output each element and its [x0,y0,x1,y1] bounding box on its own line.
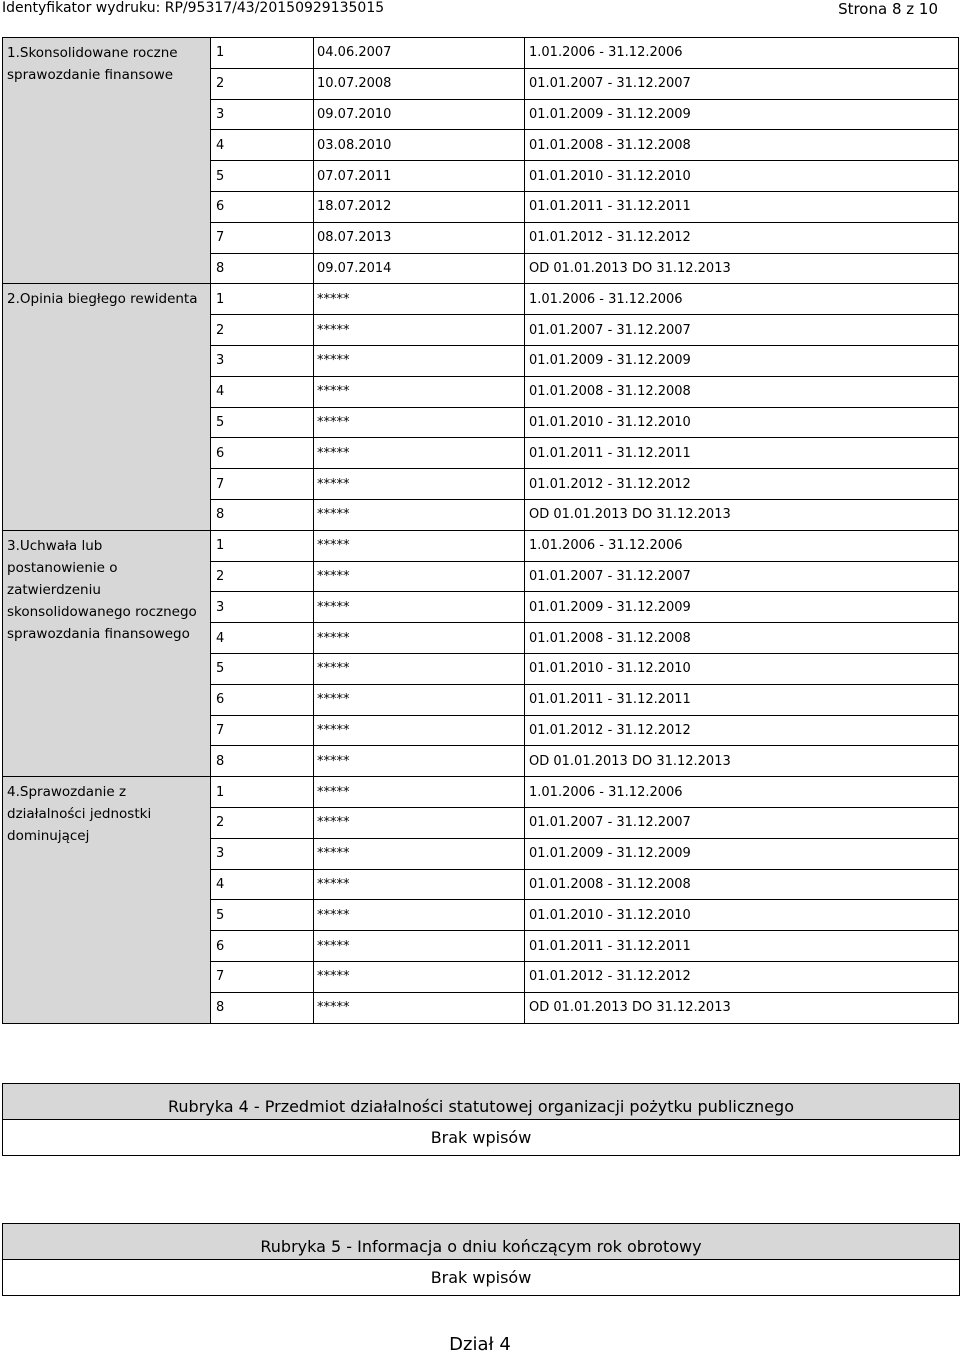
reporting-period: 01.01.2009 - 31.12.2009 [525,345,959,376]
row-number: 7 [211,715,314,746]
row-number: 2 [211,561,314,592]
rubryka-5-section [2,1223,960,1296]
submission-date: ***** [314,653,525,684]
documents-table [2,37,959,1024]
reporting-period: 01.01.2012 - 31.12.2012 [525,469,959,500]
table-row [3,530,959,561]
submission-date: ***** [314,992,525,1023]
submission-date: 08.07.2013 [314,222,525,253]
submission-date: 18.07.2012 [314,191,525,222]
row-number: 8 [211,253,314,284]
reporting-period: 01.01.2007 - 31.12.2007 [525,315,959,346]
submission-date: 09.07.2010 [314,99,525,130]
submission-date: ***** [314,592,525,623]
row-number: 8 [211,746,314,777]
row-number: 1 [211,38,314,69]
row-number: 6 [211,931,314,962]
submission-date: ***** [314,345,525,376]
submission-date: ***** [314,438,525,469]
row-number: 7 [211,469,314,500]
reporting-period: 01.01.2009 - 31.12.2009 [525,99,959,130]
document-type-label: 3.Uchwała lub postanowienie o zatwierdzeniu skonsolidowanego rocznego sprawozdania finansowego [3,530,211,776]
submission-date: 10.07.2008 [314,68,525,99]
row-number: 1 [211,777,314,808]
row-number: 4 [211,869,314,900]
reporting-period: 01.01.2010 - 31.12.2010 [525,653,959,684]
row-number: 5 [211,900,314,931]
submission-date: 07.07.2011 [314,161,525,192]
reporting-period: 01.01.2009 - 31.12.2009 [525,838,959,869]
reporting-period: 1.01.2006 - 31.12.2006 [525,284,959,315]
row-number: 4 [211,130,314,161]
row-number: 6 [211,684,314,715]
row-number: 1 [211,530,314,561]
row-number: 2 [211,68,314,99]
rubryka-4-title: Rubryka 4 - Przedmiot działalności statutowej organizacji pożytku publicznego [3,1084,959,1120]
reporting-period: 01.01.2007 - 31.12.2007 [525,807,959,838]
document-type-label: 4.Sprawozdanie z działalności jednostki dominującej [3,777,211,1023]
row-number: 2 [211,807,314,838]
print-identifier: Identyfikator wydruku: RP/95317/43/20150929135015 [2,0,385,16]
reporting-period: 01.01.2011 - 31.12.2011 [525,438,959,469]
rubryka-4-value: Brak wpisów [430,1128,532,1147]
submission-date: ***** [314,623,525,654]
reporting-period: 01.01.2009 - 31.12.2009 [525,592,959,623]
reporting-period: 01.01.2011 - 31.12.2011 [525,191,959,222]
row-number: 3 [211,99,314,130]
table-row [3,777,959,808]
submission-date: ***** [314,469,525,500]
rubryka-5-value: Brak wpisów [430,1268,532,1287]
submission-date: ***** [314,900,525,931]
reporting-period: 1.01.2006 - 31.12.2006 [525,38,959,69]
row-number: 7 [211,222,314,253]
submission-date: ***** [314,684,525,715]
submission-date: ***** [314,746,525,777]
reporting-period: 01.01.2012 - 31.12.2012 [525,961,959,992]
reporting-period: 01.01.2008 - 31.12.2008 [525,376,959,407]
submission-date: ***** [314,499,525,530]
row-number: 2 [211,315,314,346]
row-number: 3 [211,345,314,376]
reporting-period: 01.01.2008 - 31.12.2008 [525,130,959,161]
row-number: 6 [211,438,314,469]
section-footer: Dział 4 [449,1334,511,1355]
reporting-period: OD 01.01.2013 DO 31.12.2013 [525,992,959,1023]
submission-date: 09.07.2014 [314,253,525,284]
table-row [3,284,959,315]
submission-date: ***** [314,530,525,561]
submission-date: 03.08.2010 [314,130,525,161]
submission-date: ***** [314,961,525,992]
reporting-period: 01.01.2010 - 31.12.2010 [525,900,959,931]
table-row [3,38,959,69]
row-number: 5 [211,653,314,684]
reporting-period: 01.01.2012 - 31.12.2012 [525,715,959,746]
reporting-period: OD 01.01.2013 DO 31.12.2013 [525,253,959,284]
row-number: 4 [211,376,314,407]
reporting-period: 01.01.2007 - 31.12.2007 [525,68,959,99]
documents-table-body [3,38,959,1024]
reporting-period: 1.01.2006 - 31.12.2006 [525,530,959,561]
reporting-period: 01.01.2008 - 31.12.2008 [525,623,959,654]
reporting-period: 01.01.2011 - 31.12.2011 [525,684,959,715]
reporting-period: OD 01.01.2013 DO 31.12.2013 [525,499,959,530]
reporting-period: 01.01.2012 - 31.12.2012 [525,222,959,253]
document-type-label: 2.Opinia biegłego rewidenta [3,284,211,530]
submission-date: ***** [314,561,525,592]
reporting-period: 1.01.2006 - 31.12.2006 [525,777,959,808]
reporting-period: 01.01.2007 - 31.12.2007 [525,561,959,592]
reporting-period: 01.01.2010 - 31.12.2010 [525,161,959,192]
row-number: 1 [211,284,314,315]
submission-date: ***** [314,715,525,746]
submission-date: ***** [314,838,525,869]
submission-date: ***** [314,376,525,407]
rubryka-5-title: Rubryka 5 - Informacja o dniu kończącym rok obrotowy [3,1224,959,1260]
reporting-period: OD 01.01.2013 DO 31.12.2013 [525,746,959,777]
document-type-label: 1.Skonsolidowane roczne sprawozdanie finansowe [3,38,211,284]
submission-date: ***** [314,284,525,315]
row-number: 4 [211,623,314,654]
reporting-period: 01.01.2010 - 31.12.2010 [525,407,959,438]
row-number: 7 [211,961,314,992]
row-number: 3 [211,838,314,869]
submission-date: ***** [314,407,525,438]
submission-date: ***** [314,777,525,808]
submission-date: ***** [314,315,525,346]
reporting-period: 01.01.2008 - 31.12.2008 [525,869,959,900]
submission-date: 04.06.2007 [314,38,525,69]
row-number: 3 [211,592,314,623]
row-number: 5 [211,161,314,192]
row-number: 6 [211,191,314,222]
submission-date: ***** [314,807,525,838]
row-number: 8 [211,992,314,1023]
rubryka-4-section [2,1083,960,1156]
submission-date: ***** [314,931,525,962]
row-number: 8 [211,499,314,530]
submission-date: ***** [314,869,525,900]
page-number: Strona 8 z 10 [838,0,938,18]
row-number: 5 [211,407,314,438]
reporting-period: 01.01.2011 - 31.12.2011 [525,931,959,962]
print-header [0,0,960,20]
